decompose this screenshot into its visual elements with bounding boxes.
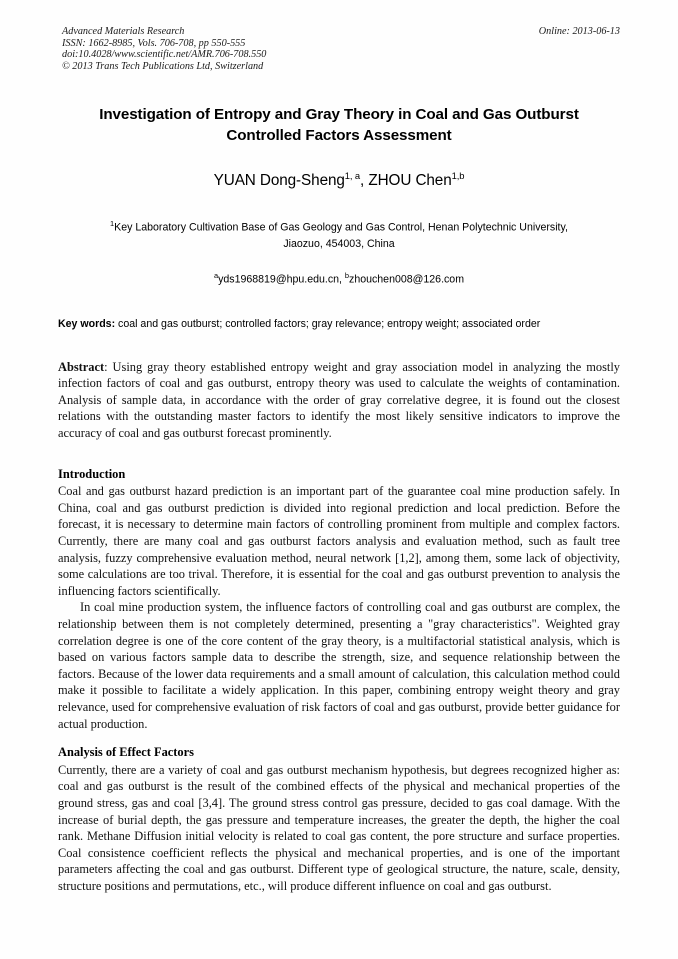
journal-header-left xyxy=(62,26,266,72)
section-introduction xyxy=(58,466,620,733)
author-separator: , xyxy=(360,172,369,190)
journal-header xyxy=(58,26,620,78)
page-title xyxy=(58,104,620,146)
keywords-label: Key words: xyxy=(58,318,116,331)
affiliation-line-2: Jiaozuo, 454003, China xyxy=(283,238,395,251)
abstract-label: Abstract xyxy=(58,359,105,374)
paragraph: Currently, there are a variety of coal and gas outburst mechanism hypothesis, but degrees recognized higher as: coal and gas outburst is the result of the combined effects of the physical and mechanical properties of the ground stress, gas and coal [3,4]. The ground stress control gas pressure, decided to gas coal damage. With the increase of burial depth, the gas pressure and temperature increases, the greater the depth, the higher the coal rank. Methane Diffusion initial velocity is related to coal gas content, the pore structure and surface properties. Coal consistence coefficient reflects the physical and mechanical properties, and is one of the important parameters affecting the coal and gas outburst. Different type of geological structure, the nature, scale, density, structure positions and permutations, etc., will produce different influence on coal and gas outburst. xyxy=(58,762,620,893)
page-title-line-1: Investigation of Entropy and Gray Theory in Coal and Gas Outburst xyxy=(99,106,579,123)
section-heading-introduction: Introduction xyxy=(58,466,126,481)
email-a-address[interactable]: yds1968819@hpu.edu.cn, xyxy=(218,273,345,286)
paragraph: In coal mine production system, the influence factors of controlling coal and gas outburst are complex, the relationship between them is not completely determined, presenting a "gray characteristics". Weighted gray correlation degree is one of the core content of the gray theory, is a multifactorial statistical analysis, which is based on various factors sample data to describe the strength, size, and sequence relationship between the factors. Because of the lower data requirements and a small amount of calculation, this calculation method could make it possible to facilitate a widely application. In this paper, combining entropy weight theory and gray relevance, used for comprehensive evaluation of risk factors of coal and gas outburst, provide better guidance for actual production. xyxy=(58,600,620,731)
author-1-name: YUAN Dong-Sheng xyxy=(213,172,345,190)
affiliation-block xyxy=(58,216,620,253)
email-b-address[interactable]: zhouchen008@126.com xyxy=(349,273,465,286)
page-title-line-2: Controlled Factors Assessment xyxy=(226,127,452,144)
affiliation-marker: 1 xyxy=(110,219,115,229)
section-heading-analysis-of-effect-factors: Analysis of Effect Factors xyxy=(58,745,194,760)
author-1-affiliation-marker: 1, a xyxy=(344,170,361,181)
journal-name: Advanced Materials Research xyxy=(62,26,185,37)
author-emails xyxy=(58,271,620,286)
paragraph: Coal and gas outburst hazard prediction is an important part of the guarantee coal mine production safely. In China, coal and gas outburst prediction is divided into regional prediction and local prediction. Before the forecast, it is necessary to determine main factors of controlling prominent from multiple and complex factors. Currently, there are many coal and gas outburst factors analysis and evaluation method, such as fault tree analysis, fuzzy comprehensive evaluation method, neural network [1,2], among them, some lack of objectivity, some calculations are too trival. Therefore, it is essential for the coal and gas outburst prevention to analysis the influencing factors scientifically. xyxy=(58,484,620,598)
keywords-text: coal and gas outburst; controlled factors; gray relevance; entropy weight; associated order xyxy=(115,318,541,331)
email-a-marker: a xyxy=(213,270,219,280)
journal-doi-line: doi:10.4028/www.scientific.net/AMR.706-708.550 xyxy=(62,49,267,61)
email-b-marker: b xyxy=(344,270,350,280)
journal-online-date: Online: 2013-06-13 xyxy=(538,26,620,37)
journal-issn-line: ISSN: 1662-8985, Vols. 706-708, pp 550-555 xyxy=(62,37,246,49)
author-2-affiliation-marker: 1,b xyxy=(451,170,465,181)
section-analysis-of-effect-factors xyxy=(58,744,620,894)
abstract-text: : Using gray theory established entropy weight and gray association model in analyzing the mostly infection factors of coal and gas outburst, entropy theory was used to calculate the weights of contamination. Analysis of sample data, in accordance with the order of gray correlative degree, it is found out the closest relations with the outstanding master factors to identify the most likely sensitive indicators to improve the accuracy of coal and gas outburst forecast prominently. xyxy=(58,359,620,441)
keywords-block xyxy=(58,316,620,333)
author-2-name: ZHOU Chen xyxy=(368,172,452,190)
abstract-block xyxy=(58,359,620,442)
journal-copyright-line: © 2013 Trans Tech Publications Ltd, Switzerland xyxy=(62,60,264,72)
author-list xyxy=(58,170,620,190)
affiliation-line-1: Key Laboratory Cultivation Base of Gas Geology and Gas Control, Henan Polytechnic University, xyxy=(114,221,568,234)
